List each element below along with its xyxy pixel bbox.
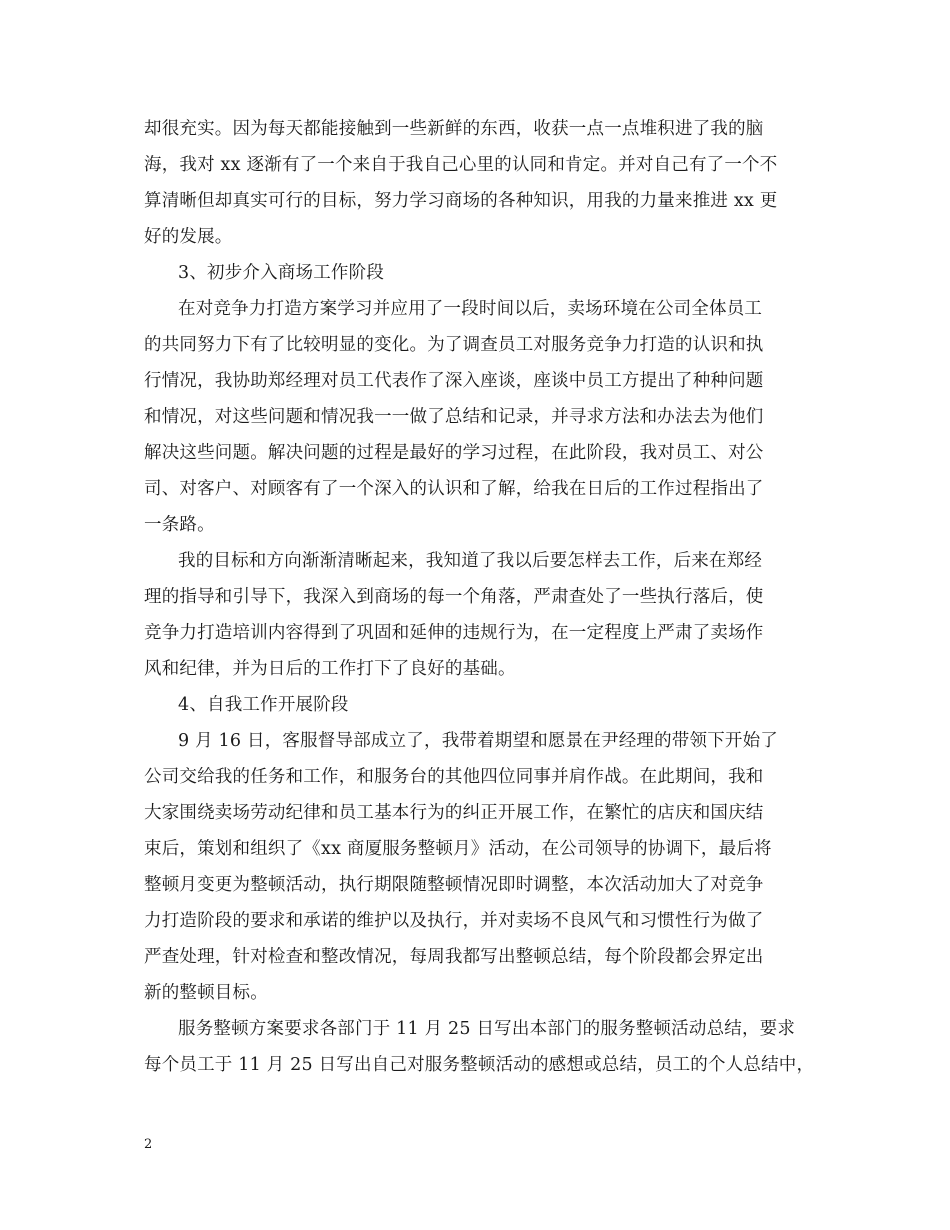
body-text-line: 和情况，对这些问题和情况我一一做了总结和记录，并寻求方法和办法去为他们 [144,407,764,427]
body-text-line: 行情况，我协助郑经理对员工代表作了深入座谈，座谈中员工方提出了种种问题 [144,371,764,391]
body-text-line: 我的目标和方向渐渐清晰起来，我知道了我以后要怎样去工作，后来在郑经 [178,551,763,571]
page-number: 2 [144,1137,153,1152]
body-text-line: 算清晰但却真实可行的目标，努力学习商场的各种知识，用我的力量来推进 xx 更 [144,191,778,211]
body-text-line: 公司交给我的任务和工作，和服务台的其他四位同事并肩作战。在此期间，我和 [144,767,764,787]
body-text-line: 海，我对 xx 逐渐有了一个来自于我自己心里的认同和肯定。并对自己有了一个不 [144,155,778,175]
body-text-line: 一条路。 [144,515,215,535]
body-text-line: 新的整顿目标。 [144,983,268,1003]
body-text-line: 9 月 16 日，客服督导部成立了，我带着期望和愿景在尹经理的带领下开始了 [178,731,778,751]
body-text-line: 严查处理，针对检查和整改情况，每周我都写出整顿总结，每个阶段都会界定出 [144,947,764,967]
body-text-line: 整顿月变更为整顿活动，执行期限随整顿情况即时调整，本次活动加大了对竞争 [144,875,764,895]
body-text-line: 风和纪律，并为日后的工作打下了良好的基础。 [144,659,516,679]
body-text-line: 束后，策划和组织了《xx 商厦服务整顿月》活动，在公司领导的协调下，最后将 [144,839,772,859]
body-text-line: 解决这些问题。解决问题的过程是最好的学习过程，在此阶段，我对员工、对公 [144,443,764,463]
body-text-line: 却很充实。因为每天都能接触到一些新鲜的东西，收获一点一点堆积进了我的脑 [144,119,764,139]
section-heading: 4、自我工作开展阶段 [178,695,349,715]
body-text-line: 大家围绕卖场劳动纪律和员工基本行为的纠正开展工作，在繁忙的店庆和国庆结 [144,803,764,823]
body-text-line: 力打造阶段的要求和承诺的维护以及执行，并对卖场不良风气和习惯性行为做了 [144,911,764,931]
body-text-line: 在对竞争力打造方案学习并应用了一段时间以后，卖场环境在公司全体员工 [178,299,763,319]
section-heading: 3、初步介入商场工作阶段 [178,263,385,283]
body-text-line: 理的指导和引导下，我深入到商场的每一个角落，严肃查处了一些执行落后，使 [144,587,764,607]
body-text-line: 司、对客户、对顾客有了一个深入的认识和了解，给我在日后的工作过程指出了 [144,479,764,499]
body-text-line: 服务整顿方案要求各部门于 11 月 25 日写出本部门的服务整顿活动总结，要求 [178,1019,796,1039]
body-text-line: 竞争力打造培训内容得到了巩固和延伸的违规行为，在一定程度上严肃了卖场作 [144,623,764,643]
body-text-line: 的共同努力下有了比较明显的变化。为了调查员工对服务竞争力打造的认识和执 [144,335,764,355]
body-text-line: 每个员工于 11 月 25 日写出自己对服务整顿活动的感想或总结，员工的个人总结中， [144,1055,815,1075]
body-text-line: 好的发展。 [144,227,233,247]
